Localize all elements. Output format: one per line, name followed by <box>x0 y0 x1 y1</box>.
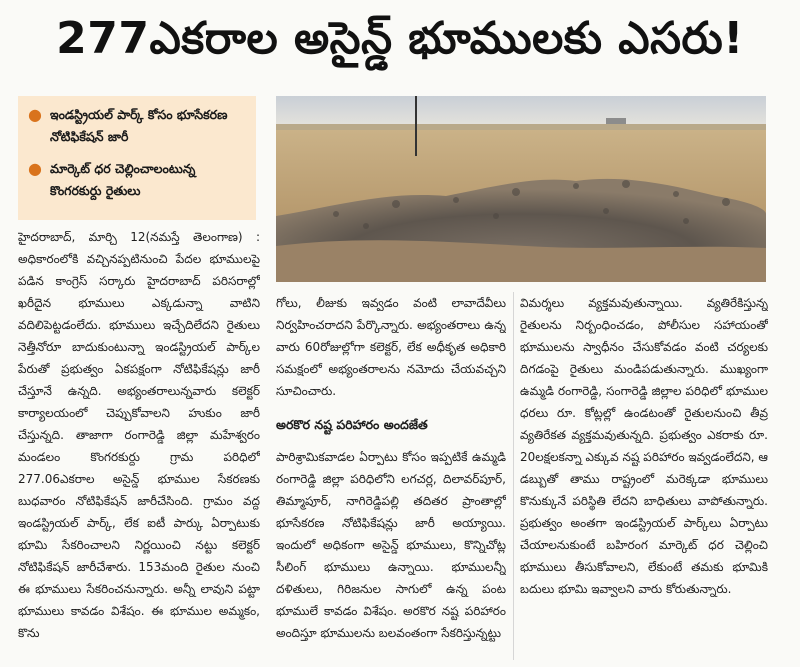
article-column-1 <box>18 226 260 662</box>
highlight-item <box>28 158 248 202</box>
highlight-text: మార్కెట్ ధర చెల్లించాలంటున్న కొంగరకుర్దు రైతులు <box>49 161 196 198</box>
article-paragraph: హైదరాబాద్, మార్చి 12(నమస్తే తెలంగాణ) : అధికారంలోకి వచ్చినప్పటినుంచి పేదల భూములపై పడిన కాంగ్రెస్ సర్కారు హైదరాబాద్ పరిసరాల్లో ఖరీదైన భూములు ఎక్కడున్నా వాటిని వదిలిపెట్టడంలేదు. భూములు ఇచ్చేదిలేదని రైతులు నెత్తీనోరూ బాదుకుంటున్నా ఇండస్ట్రియల్ పార్క్‌ల పేరుతో ప్రభుత్వం ఏకపక్షంగా నోటిఫికేషన్లు జారీ చేస్తూనే ఉన్నది. అభ్యంతరాలున్నవారు కలెక్టర్ కార్యాలయంలో చెప్పుకోవాలని హుకుం జారీ చేస్తున్నది. తాజాగా రంగారెడ్డి జిల్లా మహేశ్వరం మండలం కొంగరకుర్దు గ్రామ పరిధిలో 277.06ఎకరాల అసైన్డ్ భూముల సేకరణకు బుధవారం నోటిఫికేషన్ జారీచేసింది. గ్రామం వద్ద ఇండస్ట్రియల్ పార్క్, లేక ఐటీ పార్కు ఏర్పాటుకు భూమి సేకరించాలని నిర్ణయించి నట్టు కలెక్టర్ నోటిఫికేషన్ జారీచేశారు. 153మంది రైతుల నుంచి ఈ భూములు సేకరించనున్నారు. అన్నీ లావుని పట్టా భూములు కావడం విశేషం. ఈ భూముల అమ్మకం, కొను <box>18 230 260 640</box>
highlight-text: ఇండస్ట్రియల్ పార్క్ కోసం భూసేకరణ నోటిఫికేషన్ జారీ <box>49 107 228 144</box>
article-paragraph: పారిశ్రామికవాడల ఏర్పాటు కోసం ఇప్పటికే ఉమ్మడి రంగారెడ్డి జిల్లా పరిధిలోని లగచర్ల, దిలావర్‌పూర్, తిమ్మాపూర్, నాగిరెడ్డిపల్లి తదితర ప్రాంతాల్లో భూసేకరణ నోటిఫికేషన్లు జారీ అయ్యాయి. ఇందులో అధికంగా అసైన్డ్ భూములు, కొన్నిచోట్ల సీలింగ్ భూములు ఉన్నాయి. భూములన్నీ దళితులు, గిరిజనుల సాగులో ఉన్న పంట భూములే కావడం విశేషం. అరకొర నష్ట పరిహారం అందిస్తూ భూములను బలవంతంగా సేకరిస్తున్నట్టు <box>276 450 506 640</box>
article-column-3 <box>520 292 768 662</box>
photo-illustration <box>276 96 766 282</box>
article-column-2 <box>276 292 506 662</box>
highlight-item <box>28 104 248 148</box>
column-divider <box>513 292 514 660</box>
section-subheading: అరకొర నష్ట పరిహారం అందజేత <box>276 417 428 432</box>
headline: 277ఎకరాల అసైన్డ్ భూములకు ఎసరు! <box>56 13 744 64</box>
highlights-box <box>18 96 256 220</box>
article-paragraph: గోలు, లీజుకు ఇవ్వడం వంటి లావాదేవీలు నిర్వహించరాదని పేర్కొన్నారు. అభ్యంతరాలు ఉన్న వారు 60రోజుల్లోగా కలెక్టర్, లేక అధీకృత అధికారి సమక్షంలో అభ్యంతరాలను నమోదు చేయవచ్చని సూచించారు. <box>276 296 506 398</box>
bullet-icon: ● <box>28 105 42 124</box>
article-paragraph: విమర్శలు వ్యక్తమవుతున్నాయి. వ్యతిరేకిస్తున్న రైతులను నిర్బంధించడం, పోలీసుల సహాయంతో భూములను స్వాధీనం చేసుకోవడం వంటి చర్యలకు దిగడంపై రైతులు మండిపడుతున్నారు. ముఖ్యంగా ఉమ్మడి రంగారెడ్డి, సంగారెడ్డి జిల్లాల పరిధిలో భూముల ధరలు రూ. కోట్లల్లో ఉండటంతో రైతులనుంచి తీవ్ర వ్యతిరేకత వ్యక్తమవుతున్నది. ప్రభుత్వం ఎకరాకు రూ. 20లక్షలకన్నా ఎక్కువ నష్ట పరిహారం ఇవ్వడంలేదని, ఆ డబ్బుతో తాము రాష్ట్రంలో మరెక్కడా భూములు కొనుక్కునే పరిస్థితి లేదని బాధితులు వాపోతున్నారు. ప్రభుత్వం అంతగా ఇండస్ట్రియల్ పార్క్‌లు ఏర్పాటు చేయాలనుకుంటే బహిరంగ మార్కెట్ ధర చెల్లించి భూములు తీసుకోవాలని, లేకుంటే తమకు భూమికి బదులు భూమి ఇవ్వాలని వారు కోరుతున్నారు. <box>520 296 768 596</box>
rocky-farmland-photo <box>276 96 766 282</box>
bullet-icon: ● <box>28 159 42 178</box>
